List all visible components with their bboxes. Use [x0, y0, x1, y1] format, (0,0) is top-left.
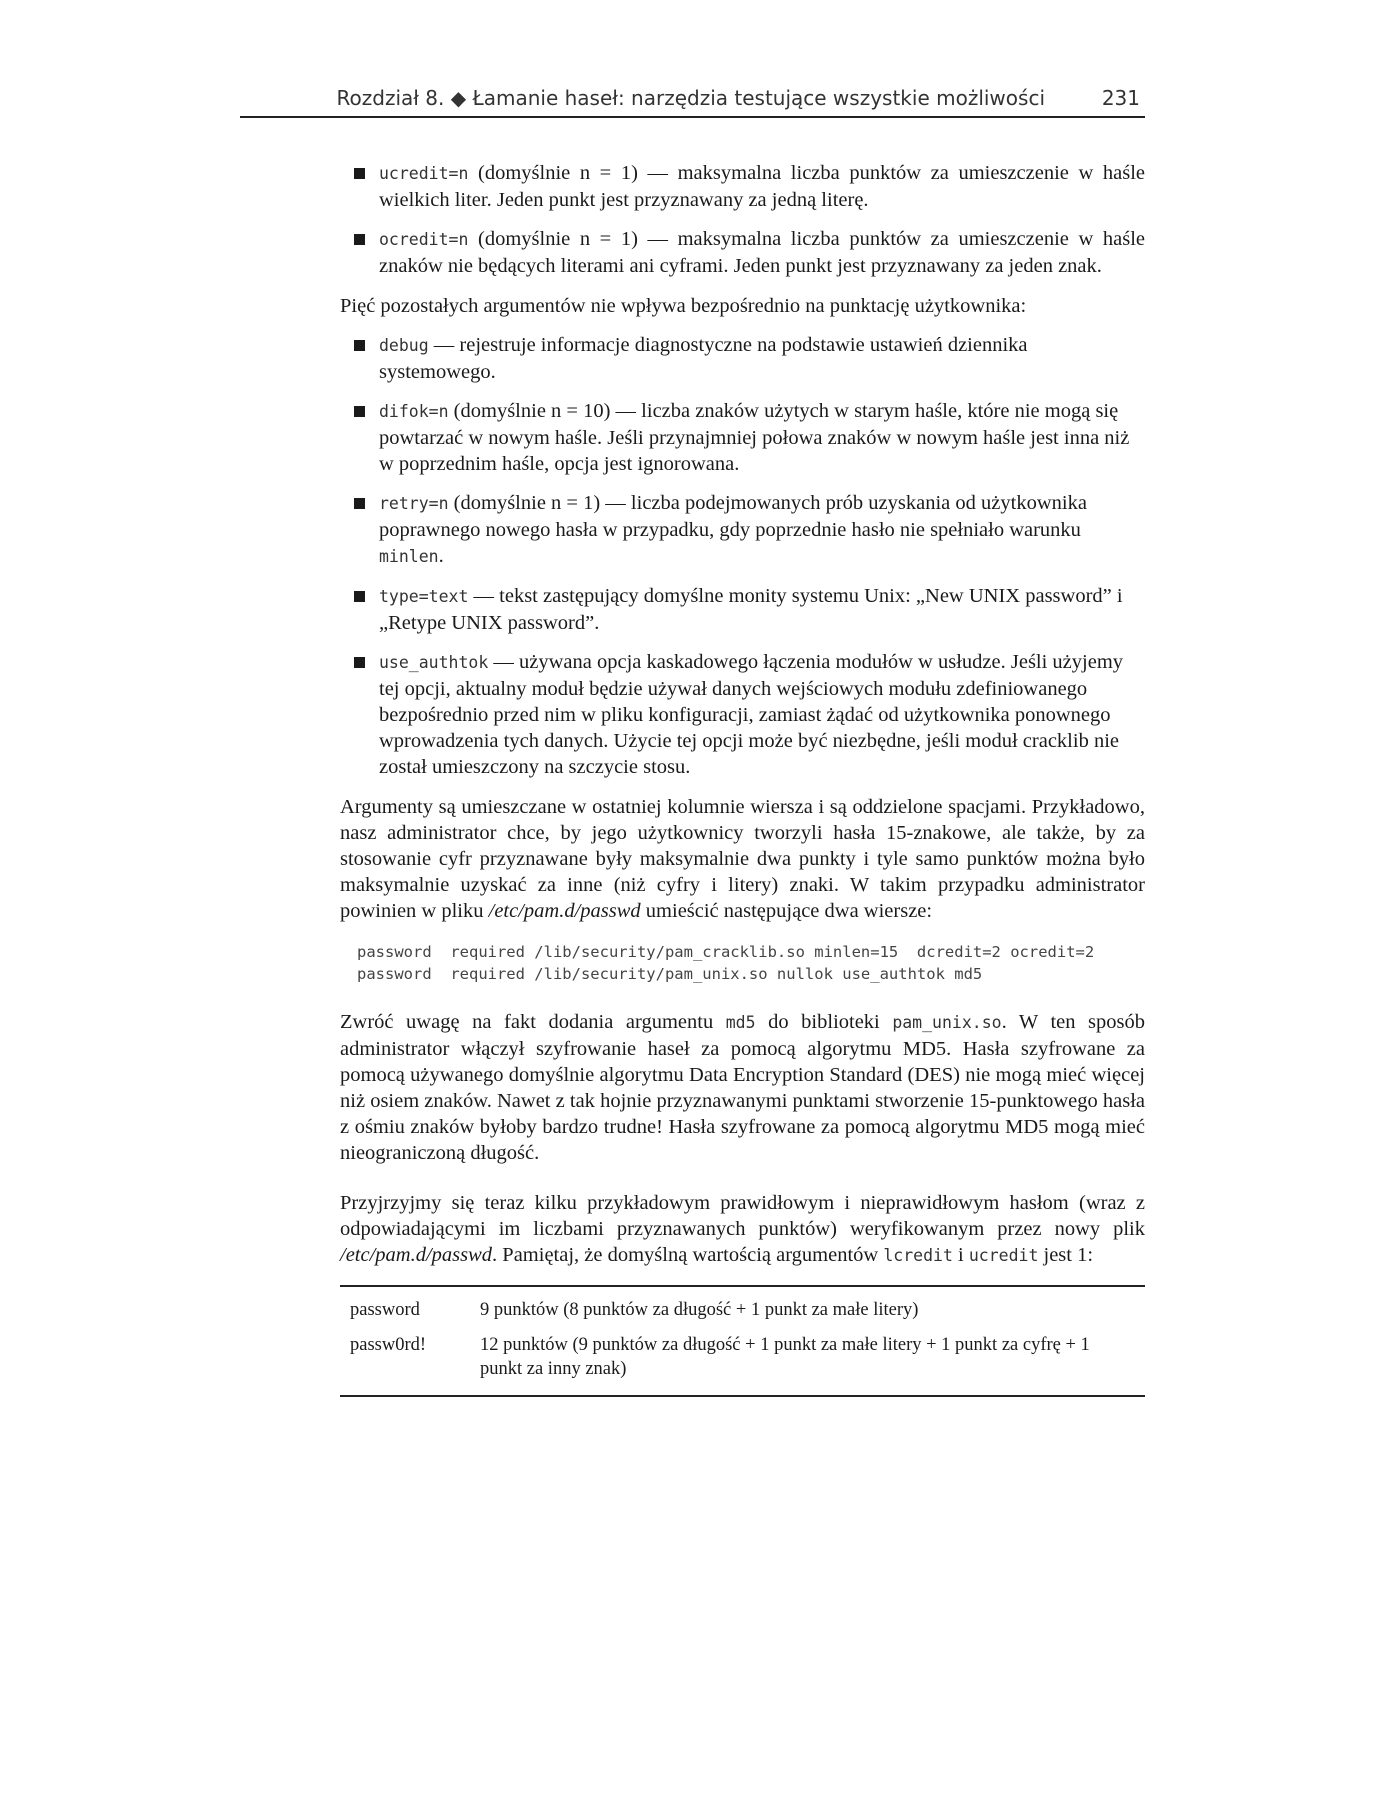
option-description: — rejestruje informacje diagnostyczne na podstawie ustawień dziennika systemowego.	[379, 334, 1028, 383]
option-description: — używana opcja kaskadowego łączenia modułów w usłudze. Jeśli użyjemy tej opcji, aktualny moduł będzie używał danych wejściowych modułu zdefiniowanego bezpośrednio przed nim w pliku konfiguracji, zamiast żądać od użytkownika ponownego wprowadzenia tych danych. Użycie tej opcji może być niezbędne, jeśli moduł cracklib nie został umieszczony na szczycie stosu.	[379, 651, 1124, 778]
password-cell: password	[350, 1300, 420, 1320]
paragraph-text: i	[952, 1244, 969, 1266]
option-code: ocredit=n	[379, 230, 469, 249]
bullet-square-icon	[354, 340, 365, 351]
paragraph-text: jest 1:	[1038, 1244, 1094, 1266]
table-row	[340, 1295, 1145, 1330]
option-description: (domyślnie n = 1) — maksymalna liczba punktów za umieszczenie w haśle znaków nie będących literami ani cyframi. Jeden punkt jest przyznawany za jeden znak.	[379, 228, 1145, 277]
option-code: type=text	[379, 587, 469, 606]
option-code: debug	[379, 336, 429, 355]
paragraph-text: . W ten sposób administrator włączył szyfrowanie haseł za pomocą algorytmu MD5. Hasła szyfrowane za pomocą używanego domyślnie algorytmu Data Encryption Standard (DES) nie mogą mieć więcej niż osiem znaków. Nawet z tak hojnie przyznawanymi punktami stworzenie 15-punktowego hasła z ośmiu znaków byłoby bardzo trudne! Hasła szyfrowane za pomocą algorytmu MD5 mogą mieć nieograniczoną długość.	[340, 1011, 1145, 1164]
option-code: ucredit=n	[379, 164, 469, 183]
inline-code: lcredit	[883, 1246, 953, 1265]
list-item	[354, 332, 1145, 385]
paragraph-text: Zwróć uwagę na fakt dodania argumentu	[340, 1011, 726, 1033]
page-body	[340, 160, 1145, 1397]
paragraph-text-end: umieścić następujące dwa wiersze:	[640, 900, 933, 922]
paragraph	[340, 794, 1145, 924]
option-code: use_authtok	[379, 653, 489, 672]
password-score-table	[340, 1285, 1145, 1397]
list-item	[354, 398, 1145, 477]
file-path: /etc/pam.d/passwd	[488, 900, 641, 922]
bullet-square-icon	[354, 657, 365, 668]
option-description: — tekst zastępujący domyślne monity systemu Unix: „New UNIX password” i „Retype UNIX password”.	[379, 585, 1123, 634]
inline-code: minlen	[379, 547, 439, 566]
option-description: (domyślnie n = 10) — liczba znaków użytych w starym haśle, które nie mogą się powtarzać w nowym haśle. Jeśli przynajmniej połowa znaków w nowym haśle jest inna niż w poprzednim haśle, opcja jest ignorowana.	[379, 400, 1130, 475]
code-line: password required /lib/security/pam_unix.so nullok use_authtok md5	[357, 965, 983, 983]
running-header	[240, 80, 1145, 118]
inline-code: ucredit	[968, 1246, 1039, 1265]
option-code: difok=n	[379, 402, 449, 421]
table-row	[340, 1330, 1145, 1389]
score-cell: 9 punktów (8 punktów za długość + 1 punkt za małe litery)	[480, 1300, 919, 1320]
option-description: (domyślnie n = 1) — maksymalna liczba punktów za umieszczenie w haśle wielkich liter. Jeden punkt jest przyznawany za jedną literę.	[379, 162, 1145, 211]
list-item	[354, 160, 1145, 213]
paragraph	[340, 1009, 1145, 1166]
bullet-square-icon	[354, 406, 365, 417]
list-item	[354, 490, 1145, 570]
list-item	[354, 649, 1145, 780]
option-description: (domyślnie n = 1) — liczba podejmowanych prób uzyskania od użytkownika poprawnego nowego hasła w przypadku, gdy poprzednie hasło nie spełniało warunku	[379, 492, 1087, 541]
score-cell: 12 punktów (9 punktów za długość + 1 punkt za małe litery + 1 punkt za cyfrę + 1 punkt za inny znak)	[480, 1335, 1090, 1379]
paragraph	[340, 1190, 1145, 1269]
paragraph: Pięć pozostałych argumentów nie wpływa bezpośrednio na punktację użytkownika:	[340, 295, 1027, 317]
list-item	[354, 226, 1145, 279]
chapter-title: Rozdział 8. ◆ Łamanie haseł: narzędzia testujące wszystkie możliwości	[336, 86, 1045, 110]
paragraph-text: . Pamiętaj, że domyślną wartością argumentów	[492, 1244, 884, 1266]
option-description-end: .	[438, 545, 444, 567]
paragraph-text: Argumenty są umieszczane w ostatniej kolumnie wiersza i są oddzielone spacjami. Przykładowo, nasz administrator chce, by jego użytkownicy tworzyli hasła 15-znakowe, ale także, by za stosowanie cyfr przyznawane były maksymalnie dwa punkty i tyle samo punktów można było maksymalnie uzyskać za inne (niż cyfry i litery) znaki. W takim przypadku administrator powinien w pliku	[340, 796, 1145, 922]
paragraph-text: Przyjrzyjmy się teraz kilku przykładowym prawidłowym i nieprawidłowym hasłom (wraz z odpowiadającymi im liczbami przyznawanych punktów) weryfikowanym przez nowy plik	[340, 1192, 1145, 1240]
inline-code: md5	[725, 1013, 756, 1032]
code-line: password required /lib/security/pam_cracklib.so minlen=15 dcredit=2 ocredit=2	[357, 943, 1095, 961]
bullet-square-icon	[354, 168, 365, 179]
file-path: /etc/pam.d/passwd	[340, 1244, 493, 1266]
paragraph-text: do biblioteki	[755, 1011, 893, 1033]
password-cell: passw0rd!	[350, 1335, 427, 1355]
page-number: 231	[1101, 86, 1140, 110]
bullet-square-icon	[354, 498, 365, 509]
inline-code: pam_unix.so	[892, 1013, 1002, 1032]
bullet-square-icon	[354, 234, 365, 245]
code-block	[357, 941, 1145, 985]
option-code: retry=n	[379, 494, 449, 513]
list-item	[354, 583, 1145, 636]
bullet-square-icon	[354, 591, 365, 602]
